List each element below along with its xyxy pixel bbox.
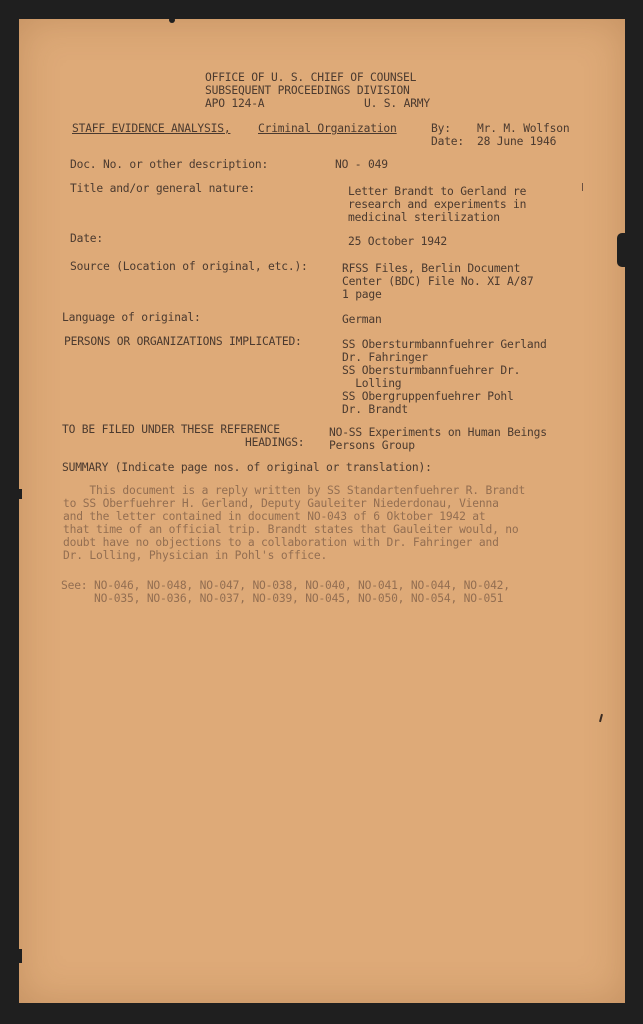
- summary-line: to SS Oberfuehrer H. Gerland, Deputy Gauleiter Niederdonau, Vienna: [63, 497, 499, 510]
- summary-line: doubt have no objections to a collaboration with Dr. Fahringer and: [63, 536, 499, 549]
- by-value: Mr. M. Wolfson: [477, 122, 570, 135]
- source-label: Source (Location of original, etc.):: [70, 260, 308, 273]
- persons-item: SS Obersturmbannfuehrer Gerland: [342, 338, 547, 351]
- paper-notch-bottom-left: [17, 949, 22, 963]
- see-references-1: See: NO-046, NO-048, NO-047, NO-038, NO-040, NO-041, NO-044, NO-042,: [61, 579, 510, 592]
- date-field-value: 25 October 1942: [348, 235, 448, 248]
- persons-label: PERSONS OR ORGANIZATIONS IMPLICATED:: [64, 335, 302, 348]
- by-label: By:: [431, 122, 451, 135]
- letterhead-apo: APO 124-A: [205, 97, 265, 110]
- source-value-2: Center (BDC) File No. XI A/87: [342, 275, 534, 288]
- persons-item: SS Obergruppenfuehrer Pohl: [342, 390, 514, 403]
- document-page: [19, 19, 625, 1003]
- see-references-2: NO-035, NO-036, NO-037, NO-039, NO-045, NO-050, NO-054, NO-051: [61, 592, 504, 605]
- summary-line: Dr. Lolling, Physician in Pohl's office.: [63, 549, 328, 562]
- doc-no-label: Doc. No. or other description:: [70, 158, 269, 171]
- summary-line: and the letter contained in document NO-043 of 6 Oktober 1942 at: [63, 510, 486, 523]
- file-under-value-1: NO-SS Experiments on Human Beings: [329, 426, 547, 439]
- pencil-mark-small: [582, 183, 583, 191]
- summary-line: This document is a reply written by SS Standartenfuehrer R. Brandt: [63, 484, 526, 497]
- letterhead-army: U. S. ARMY: [364, 97, 431, 110]
- source-value-1: RFSS Files, Berlin Document: [342, 262, 521, 275]
- persons-item: Dr. Fahringer: [342, 351, 428, 364]
- title-value-2: research and experiments in: [348, 198, 527, 211]
- paper-notch-right: [617, 233, 627, 267]
- summary-heading: SUMMARY (Indicate page nos. of original or translation):: [62, 461, 432, 474]
- source-value-3: 1 page: [342, 288, 382, 301]
- file-under-headings: HEADINGS:: [245, 436, 305, 449]
- persons-item: SS Obersturmbannfuehrer Dr.: [342, 364, 521, 377]
- doc-no-value: NO - 049: [335, 158, 388, 171]
- title-value-3: medicinal sterilization: [348, 211, 500, 224]
- date-value: 28 June 1946: [477, 135, 557, 148]
- date-label: Date:: [431, 135, 465, 148]
- letterhead-line-2: SUBSEQUENT PROCEEDINGS DIVISION: [205, 84, 410, 97]
- language-label: Language of original:: [62, 311, 201, 324]
- title-label: Title and/or general nature:: [70, 182, 255, 195]
- file-under-label: TO BE FILED UNDER THESE REFERENCE: [62, 423, 280, 436]
- date-field-label: Date:: [70, 232, 104, 245]
- persons-item: Lolling: [342, 377, 402, 390]
- analysis-category: Criminal Organization: [258, 122, 397, 135]
- paper-notch-left: [17, 489, 22, 499]
- summary-line: that time of an official trip. Brandt states that Gauleiter would, no: [63, 523, 519, 536]
- letterhead-line-1: OFFICE OF U. S. CHIEF OF COUNSEL: [205, 71, 417, 84]
- pencil-mark: [599, 714, 603, 722]
- file-under-value-2: Persons Group: [329, 439, 415, 452]
- paper-notch-top: [169, 17, 175, 23]
- title-value-1: Letter Brandt to Gerland re: [348, 185, 527, 198]
- persons-item: Dr. Brandt: [342, 403, 409, 416]
- language-value: German: [342, 313, 382, 326]
- analysis-title: STAFF EVIDENCE ANALYSIS,: [72, 122, 231, 135]
